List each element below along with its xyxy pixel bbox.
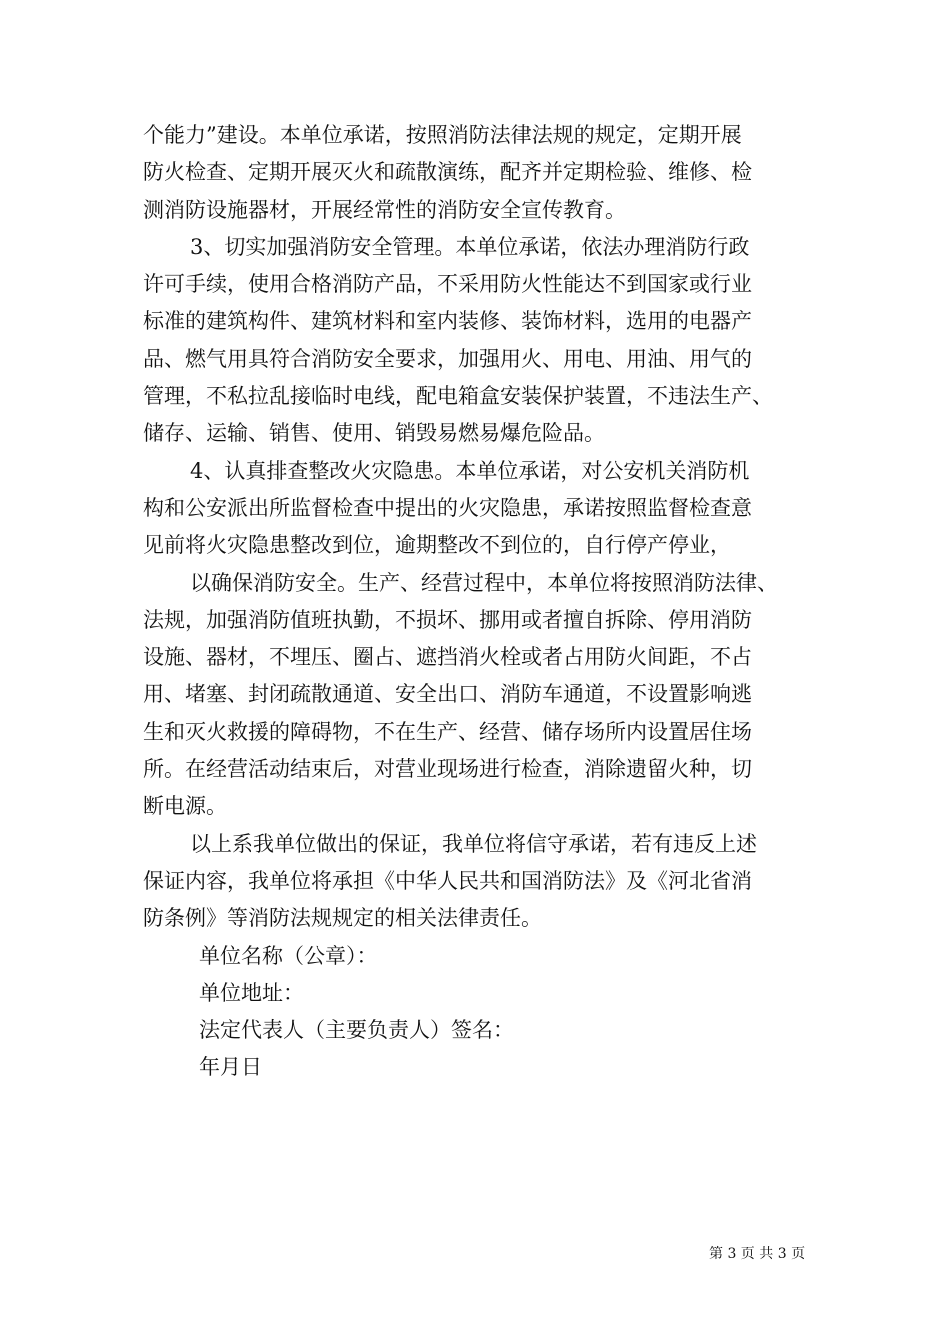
text-line: 所。在经营活动结束后，对营业现场进行检查，消除遗留火种，切	[143, 757, 752, 782]
text-line: 生和灭火救援的障碍物，不在生产、经营、储存场所内设置居住场	[143, 719, 752, 744]
text-line: 3、切实加强消防安全管理。本单位承诺，依法办理消防行政	[190, 234, 750, 259]
text-line: 见前将火灾隐患整改到位，逾期整改不到位的，自行停产停业，	[143, 533, 731, 558]
text-line: 以确保消防安全。生产、经营过程中，本单位将按照消防法律、	[190, 570, 778, 595]
text-line: 法规，加强消防值班执勤，不损坏、挪用或者擅自拆除、停用消防	[143, 607, 752, 632]
text-line: 个能力”建设。本单位承诺，按照消防法律法规的规定，定期开展	[143, 123, 742, 147]
text-line: 保证内容，我单位将承担《中华人民共和国消防法》及《河北省消	[143, 868, 752, 893]
text-line: 标准的建筑构件、建筑材料和室内装修、装饰材料，选用的电器产	[143, 309, 752, 334]
text-line: 储存、运输、销售、使用、销毁易燃易爆危险品。	[143, 421, 605, 446]
text-line: 断电源。	[143, 794, 227, 819]
text-line: 防火检查、定期开展灭火和疏散演练，配齐并定期检验、维修、检	[143, 160, 752, 185]
signature-date: 年月日	[199, 1055, 262, 1080]
text-line: 测消防设施器材，开展经常性的消防安全宣传教育。	[143, 197, 626, 222]
signature-legal-rep: 法定代表人（主要负责人）签名：	[199, 1018, 514, 1043]
text-line: 4、认真排查整改火灾隐患。本单位承诺，对公安机关消防机	[190, 458, 750, 483]
text-line: 构和公安派出所监督检查中提出的火灾隐患，承诺按照监督检查意	[143, 495, 752, 520]
text-line: 设施、器材，不埋压、圈占、遮挡消火栓或者占用防火间距，不占	[143, 645, 752, 670]
page-number: 第 3 页 共 3 页	[709, 1246, 806, 1262]
text-line: 许可手续，使用合格消防产品，不采用防火性能达不到国家或行业	[143, 272, 752, 297]
signature-unit-address: 单位地址：	[199, 980, 304, 1005]
text-line: 用、堵塞、封闭疏散通道、安全出口、消防车通道，不设置影响逃	[143, 682, 752, 707]
text-line: 品、燃气用具符合消防安全要求，加强用火、用电、用油、用气的	[143, 346, 752, 371]
signature-unit-name: 单位名称（公章）：	[199, 943, 378, 968]
document-body	[143, 117, 825, 1087]
text-line: 以上系我单位做出的保证，我单位将信守承诺，若有违反上述	[190, 831, 757, 856]
text-line: 管理，不私拉乱接临时电线，配电箱盒安装保护装置，不违法生产、	[143, 384, 773, 409]
text-line: 防条例》等消防法规规定的相关法律责任。	[143, 906, 542, 931]
